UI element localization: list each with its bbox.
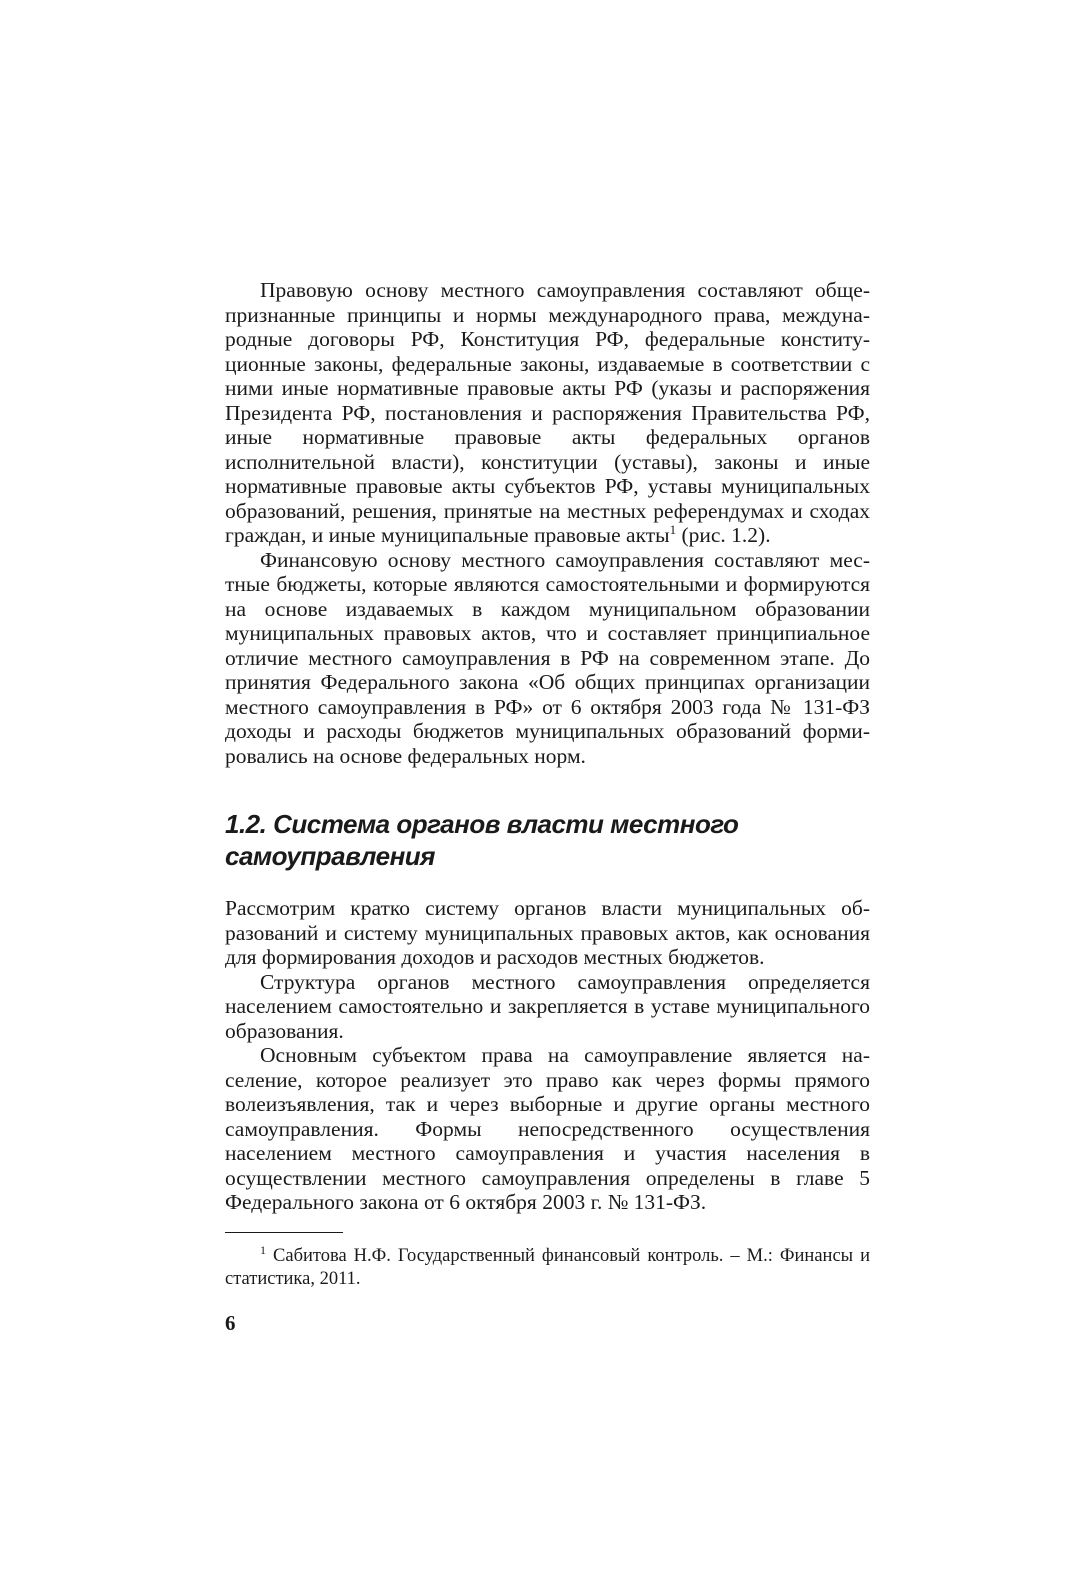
footnote-reference[interactable]: 1 xyxy=(669,521,677,537)
paragraph-structure: Структура органов местного самоуправления определяется населением самостоятельно и закрепляется в уставе муниципального образования. xyxy=(225,969,870,1043)
page-content xyxy=(225,278,870,1336)
footnote-mark: 1 xyxy=(260,1242,266,1257)
section-heading: 1.2. Система органов власти местного самоуправления xyxy=(225,809,739,871)
paragraph-tail: (рис. 1.2). xyxy=(676,523,771,547)
paragraph-legal-basis xyxy=(225,278,870,548)
footnote-text: Сабитова Н.Ф. Государственный финансовый контроль. – М.: Финансы и статистика, 2011. xyxy=(225,1245,870,1289)
paragraph-main-subject: Основным субъектом права на самоуправление является население, которое реализует это право как через формы прямого волеизъявления, так и через выборные и другие органы местного самоуправления. Формы непосредственного осуществления населением местного самоуправления и участия населения в осуществлении местного самоуправления определены в главе 5 Федерального закона от 6 октября 2003 г. № 131-ФЗ. xyxy=(225,1043,870,1214)
footnote-divider xyxy=(225,1232,343,1233)
paragraph-text: Правовую основу местного самоуправления составляют общепризнанные принципы и нормы международного права, международные договоры РФ, Конституция РФ, федеральные конституционные законы, федеральные законы, издаваемые в соответствии с ними иные нормативные правовые акты РФ (указы и распоряжения Президента РФ, постановления и распоряжения Правительства РФ, иные нормативные правовые акты федеральных органов исполнительной власти), конституции (уставы), законы и иные нормативные правовые акты субъектов РФ, уставы муниципальных образований, решения, принятые на местных референдумах и сходах граждан, и иные муниципальные правовые акты xyxy=(225,278,870,547)
paragraph-financial-basis: Финансовую основу местного самоуправления составляют местные бюджеты, которые являются самостоятельными и формируются на основе издаваемых в каждом муниципальном образовании муниципальных правовых актов, что и составляет принципиальное отличие местного самоуправления в РФ на современном этапе. До принятия Федерального закона «Об общих принципах организации местного самоуправления в РФ» от 6 октября 2003 года № 131-ФЗ доходы и расходы бюджетов муниципальных образований формировались на основе федеральных норм. xyxy=(225,547,870,768)
footnote xyxy=(225,1242,870,1291)
paragraph-overview: Рассмотрим кратко систему органов власти муниципальных образований и систему муниципальных правовых актов, как основания для формирования доходов и расходов местных бюджетов. xyxy=(225,896,870,969)
page-number: 6 xyxy=(225,1310,236,1335)
